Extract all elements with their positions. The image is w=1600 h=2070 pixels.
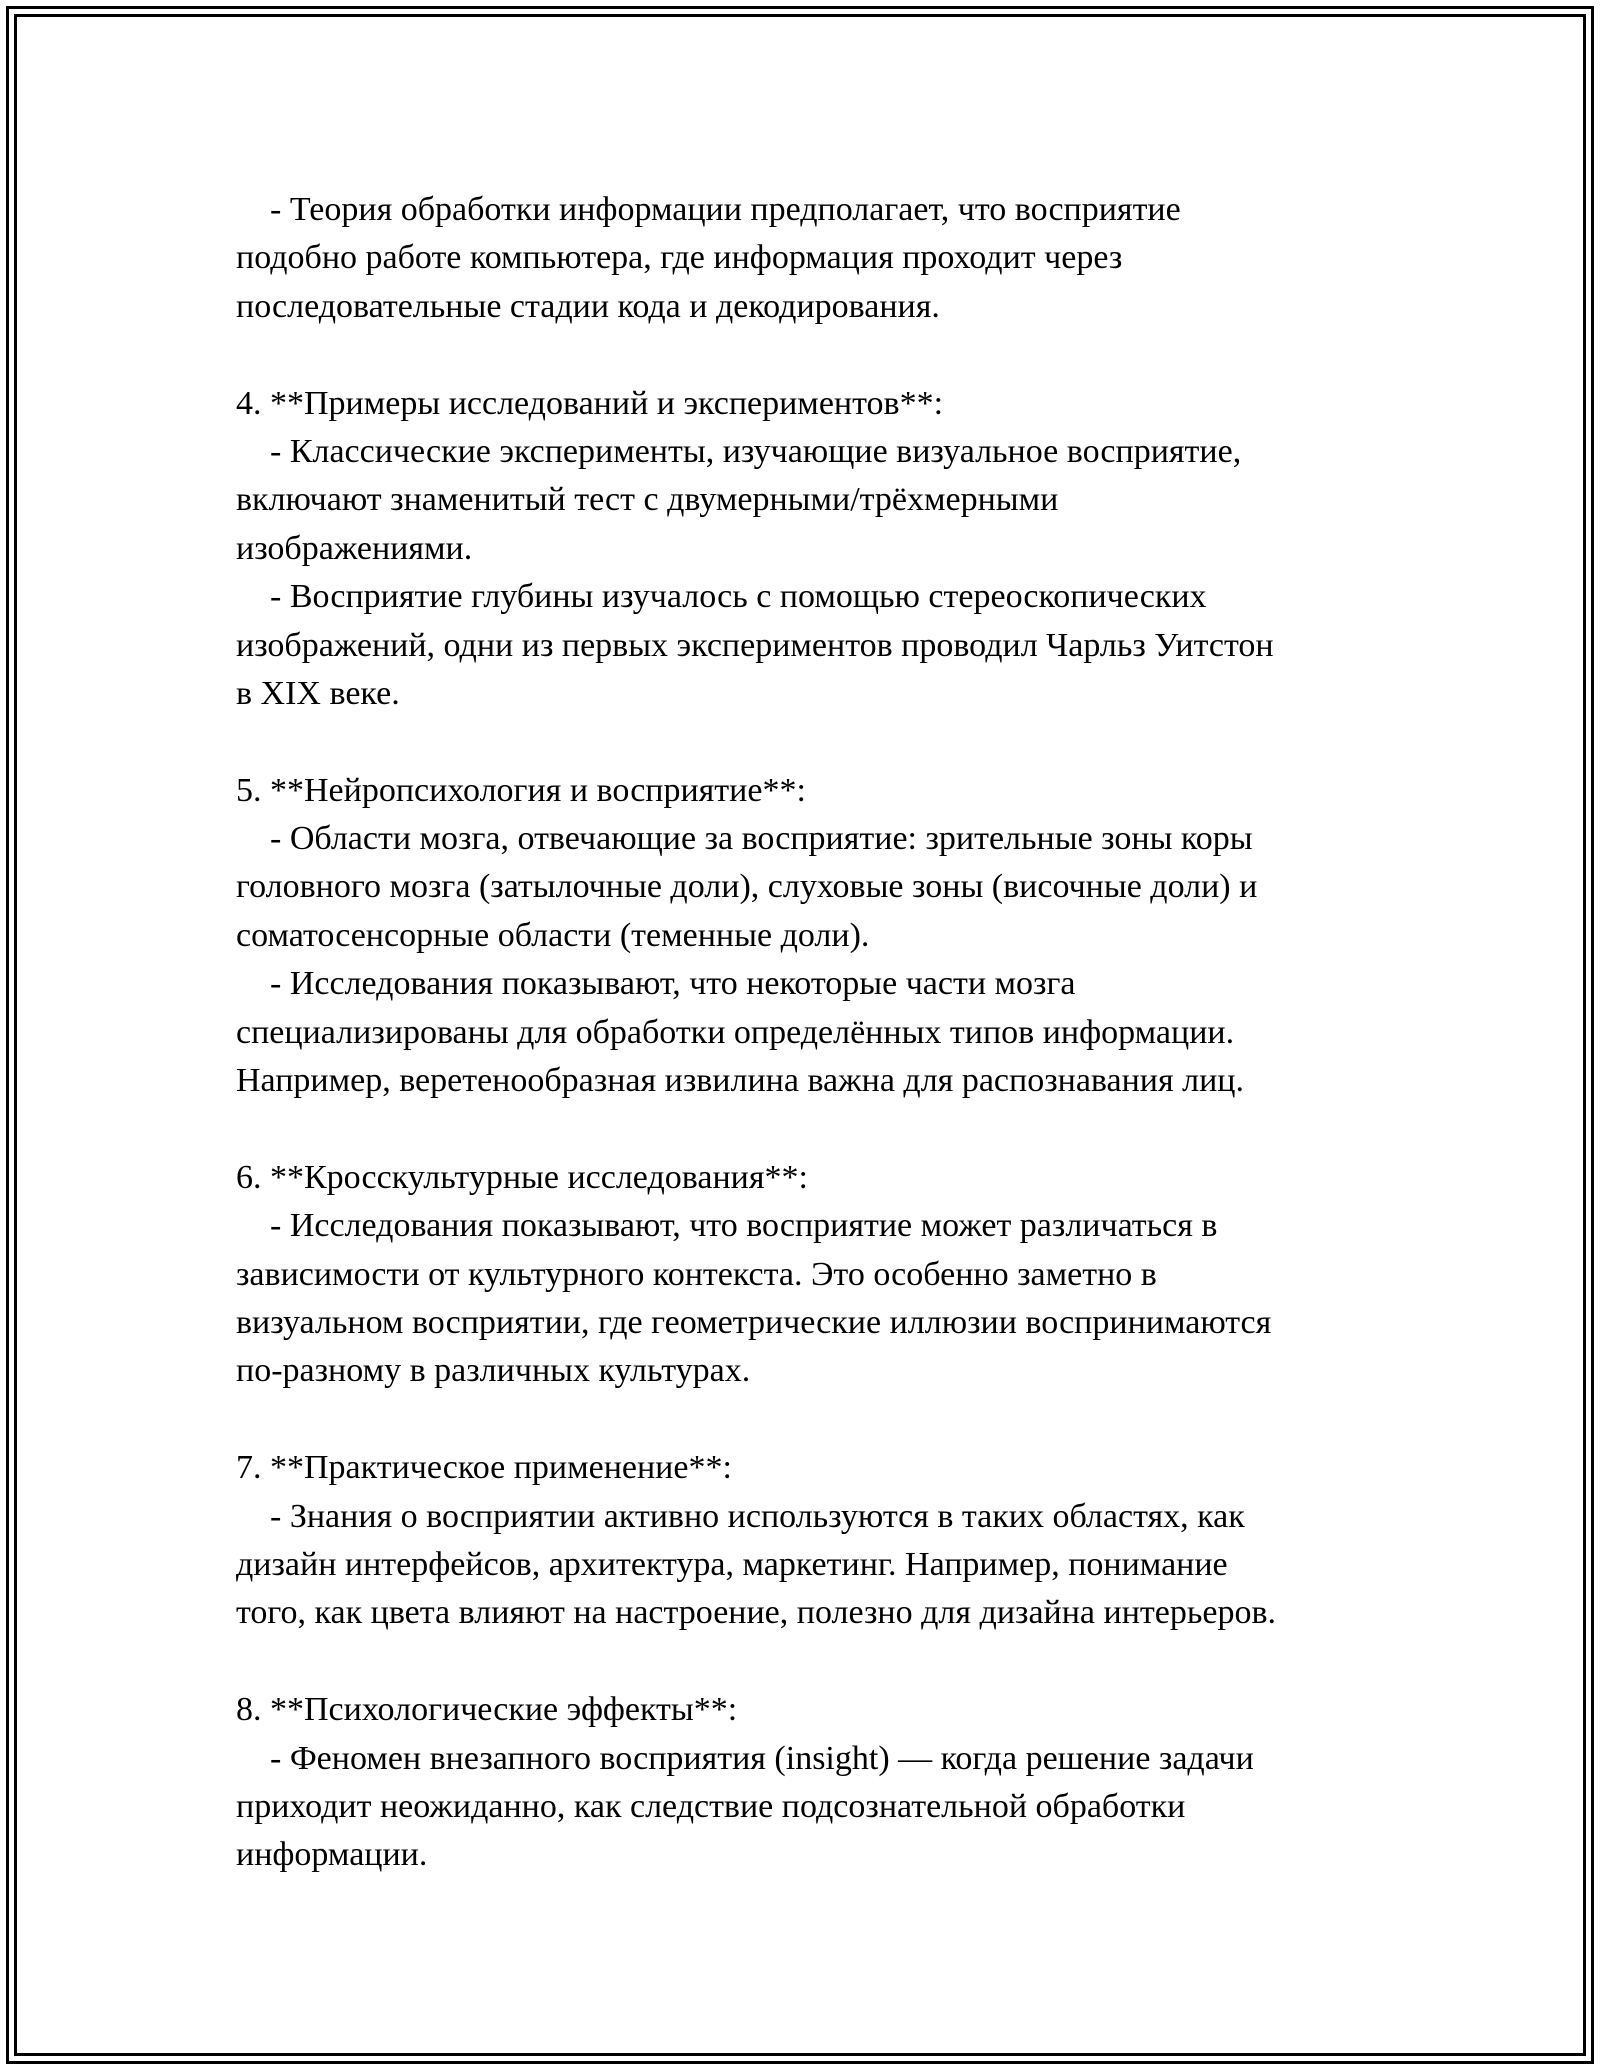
text-line: по-разному в различных культурах. [236, 1352, 751, 1390]
text-line: подобно работе компьютера, где информация проходит через [236, 239, 1123, 277]
section-heading: 6. **Кросскультурные исследования**: [236, 1158, 808, 1196]
text-line: - Теория обработки информации предполагает, что восприятие [236, 191, 1181, 228]
paragraph-gap [236, 1638, 1416, 1686]
text-line: головного мозга (затылочные доли), слуховые зоны (височные доли) и [236, 868, 1258, 906]
paragraph-gap [236, 1105, 1416, 1153]
text-line: - Исследования показывают, что некоторые части мозга [236, 965, 1076, 1003]
section-cross-cultural [236, 1154, 1416, 1396]
text-line: - Знания о восприятии активно используются в таких областях, как [236, 1497, 1245, 1535]
text-line: - Классические эксперименты, изучающие визуальное восприятие, [236, 432, 1242, 470]
text-line: приходит неожиданно, как следствие подсознательной обработки [236, 1787, 1186, 1825]
text-line: того, как цвета влияют на настроение, полезно для дизайна интерьеров. [236, 1594, 1277, 1632]
section-heading: 8. **Психологические эффекты**: [236, 1691, 738, 1729]
section-heading: 5. **Нейропсихология и восприятие**: [236, 771, 806, 809]
paragraph-gap [236, 718, 1416, 766]
document-body [236, 186, 1416, 1880]
text-line: - Восприятие глубины изучалось с помощью стереоскопических [236, 578, 1207, 616]
text-line: последовательные стадии кода и декодирования. [236, 287, 940, 325]
text-line: визуальном восприятии, где геометрические иллюзии воспринимаются [236, 1303, 1272, 1341]
section-psychological-effects [236, 1686, 1416, 1880]
text-line: информации. [236, 1836, 428, 1874]
text-line: - Феномен внезапного восприятия (insight) — когда решение задачи [236, 1739, 1254, 1777]
text-line: дизайн интерфейсов, архитектура, маркетинг. Например, понимание [236, 1545, 1228, 1583]
text-line: - Исследования показывают, что восприятие может различаться в [236, 1207, 1218, 1245]
text-line: соматосенсорные области (теменные доли). [236, 916, 870, 954]
section-practical-application [236, 1444, 1416, 1638]
text-line: изображениями. [236, 529, 473, 567]
text-line: в XIX веке. [236, 674, 400, 712]
text-line: специализированы для обработки определённых типов информации. [236, 1013, 1235, 1051]
text-line: изображений, одни из первых экспериментов проводил Чарльз Уитстон [236, 626, 1274, 664]
text-line: Например, веретенообразная извилина важна для распознавания лиц. [236, 1062, 1244, 1100]
paragraph-gap [236, 331, 1416, 379]
paragraph-gap [236, 1396, 1416, 1444]
section-research-examples [236, 380, 1416, 719]
section-heading: 7. **Практическое применение**: [236, 1449, 732, 1487]
paragraph-information-processing [236, 186, 1416, 331]
text-line: включают знаменитый тест с двумерными/трёхмерными [236, 481, 1059, 519]
text-line: зависимости от культурного контекста. Это особенно заметно в [236, 1255, 1157, 1293]
section-heading: 4. **Примеры исследований и экспериментов**: [236, 384, 944, 422]
text-line: - Области мозга, отвечающие за восприятие: зрительные зоны коры [236, 820, 1253, 858]
section-neuropsychology [236, 767, 1416, 1106]
